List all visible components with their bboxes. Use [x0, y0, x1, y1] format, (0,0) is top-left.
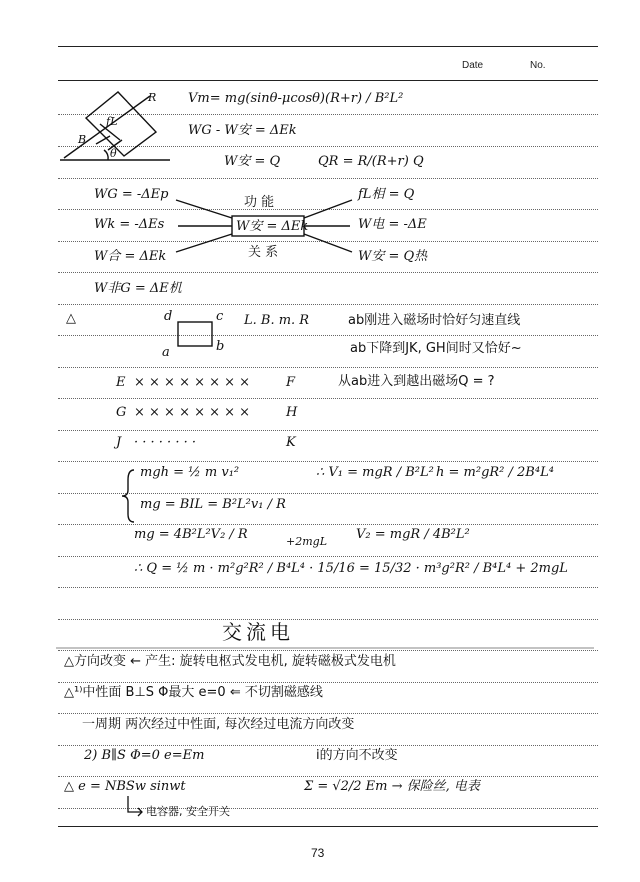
result-h: h = m²gR² / 2B⁴L⁴: [436, 465, 554, 480]
problem-marker: △: [66, 311, 76, 326]
equation-energy: mgh = ½ m v₁²: [140, 465, 240, 480]
figure-label-b: B: [78, 133, 87, 146]
condition-note-1: ab刚进入磁场时恰好匀速直线: [348, 313, 521, 328]
heat-result: ∴ Q = ½ m · m²g²R² / B⁴L⁴ · 15/16 = 15/32 · m³g²R² / B⁴L⁴ + 2mgL: [134, 561, 568, 576]
relation-center-box: W安 = ΔEk: [236, 219, 309, 234]
ac-line-4a: 2) B∥S Φ=0 e=Em: [84, 748, 205, 763]
condition-note-2: ab下降到JK, GH间时又恰好~: [350, 341, 522, 356]
given-params: L. B. m. R: [244, 313, 310, 328]
ac-line-5b: Σ = √2/2 Em → 保险丝, 电表: [304, 779, 480, 794]
relation-left-3: W合 = ΔEk: [94, 249, 167, 264]
corner-d: d: [164, 309, 173, 324]
vm-formula: Vm= mg(sinθ-μcosθ)(R+r) / B²L²: [188, 91, 404, 106]
relation-left-1: WG = -ΔEp: [94, 187, 169, 202]
equation-brace: [122, 470, 134, 522]
relation-center-bottom: 关 系: [248, 245, 279, 260]
field-row-2-right: H: [286, 405, 298, 420]
result-v1: ∴ V₁ = mgR / B²L²: [316, 465, 434, 480]
relation-right-2: W电 = -ΔE: [358, 217, 427, 232]
figure-label-fl: fL: [106, 115, 118, 128]
field-row-3-marks: · · · · · · · ·: [134, 435, 196, 450]
relation-left-2: Wk = -ΔEs: [94, 217, 165, 232]
page-number: 73: [311, 846, 325, 860]
field-row-3-left: J: [116, 435, 122, 450]
extra-term: +2mgL: [286, 535, 327, 548]
ac-line-6: 电容器, 安全开关: [146, 805, 230, 818]
qr-formula: QR = R/(R+r) Q: [318, 154, 424, 169]
corner-b: b: [216, 339, 225, 354]
field-row-1-marks: × × × × × × × ×: [134, 375, 251, 390]
no-label: No.: [530, 60, 546, 71]
ac-line-2: △¹⁾中性面 B⊥S Φ最大 e=0 ⇐ 不切割磁感线: [64, 685, 323, 700]
field-row-1-left: E: [116, 375, 126, 390]
field-row-2-marks: × × × × × × × ×: [134, 405, 251, 420]
section-title-ac: 交流电: [222, 620, 294, 644]
ac-line-4b: i的方向不改变: [316, 748, 398, 763]
ampere-work-line: W安 = Q: [224, 154, 281, 169]
ac-line-5a: △ e = NBSw sinwt: [64, 779, 186, 794]
ac-line-1: △方向改变 ← 产生: 旋转电枢式发电机, 旋转磁极式发电机: [64, 654, 396, 669]
equation-force: mg = BIL = B²L²v₁ / R: [140, 497, 286, 512]
relation-right-3: W安 = Q热: [358, 249, 428, 264]
figure-label-r: R: [148, 91, 157, 104]
figure-label-theta: θ: [110, 147, 117, 160]
relation-left-4: W非G = ΔE机: [94, 281, 182, 296]
question-line: 从ab进入到越出磁场Q = ?: [338, 374, 495, 389]
loop-square: [178, 322, 212, 346]
relation-center-top: 功 能: [244, 195, 275, 210]
date-label: Date: [462, 60, 484, 71]
field-row-2-left: G: [116, 405, 127, 420]
equation-v2-force: mg = 4B²L²V₂ / R: [134, 527, 248, 542]
field-row-3-right: K: [286, 435, 296, 450]
ac-line-3: 一周期 两次经过中性面, 每次经过电流方向改变: [82, 717, 355, 732]
relation-right-1: fL相 = Q: [358, 187, 415, 202]
corner-a: a: [162, 345, 170, 360]
bottom-rule: [58, 826, 598, 827]
corner-c: c: [216, 309, 224, 324]
work-energy-line: WG - W安 = ΔEk: [188, 123, 297, 138]
field-row-1-right: F: [286, 375, 296, 390]
result-v2: V₂ = mgR / 4B²L²: [356, 527, 470, 542]
